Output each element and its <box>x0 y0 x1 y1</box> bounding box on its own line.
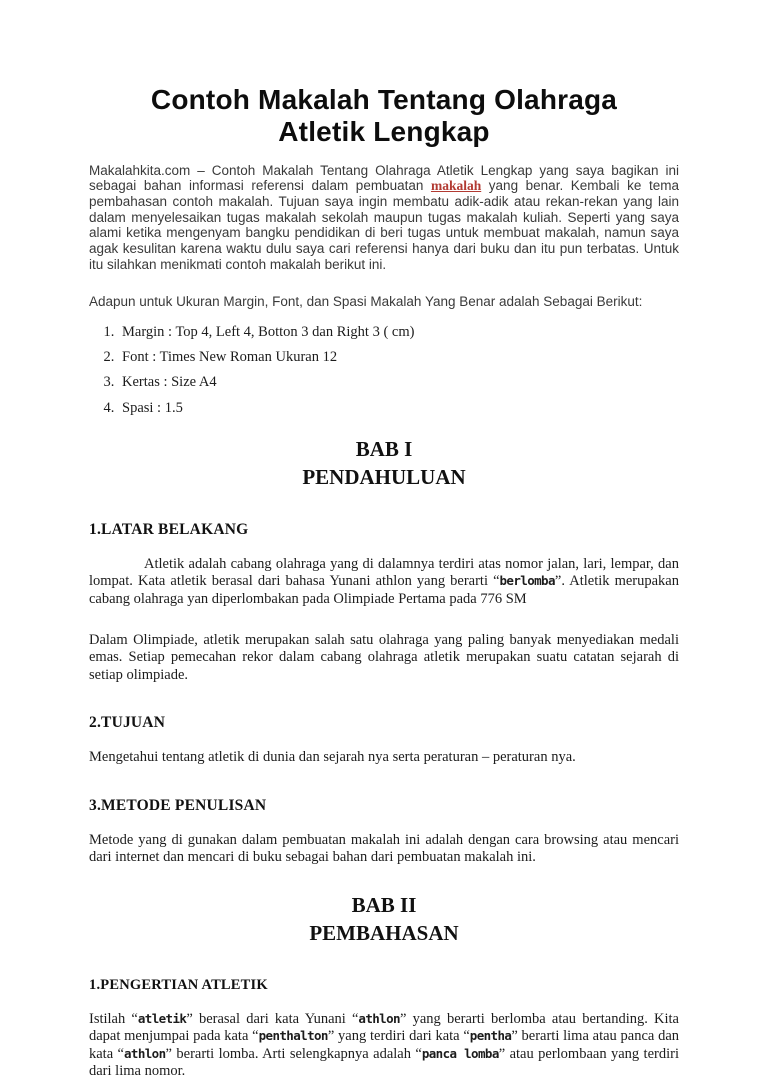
pengertian-mono-panca-lomba: panca lomba <box>421 1045 499 1061</box>
bab2-heading <box>89 892 679 947</box>
makalah-link[interactable]: makalah <box>430 178 482 194</box>
pengertian-seg4: ” yang terdiri dari kata “ <box>327 1028 470 1045</box>
document-title <box>89 84 679 148</box>
format-note-intro: Adapun untuk Ukuran Margin, Font, dan Spasi Makalah Yang Benar adalah Sebagai Berikut: <box>89 294 643 310</box>
metode-paragraph: Metode yang di gunakan dalam pembuatan makalah ini adalah dengan cara browsing atau mencari dari internet dan mencari di buku sebagai bahan dari pembuatan makalah ini. <box>89 831 679 865</box>
bab1-heading-line2: PENDAHULUAN <box>302 464 466 489</box>
document-title-line1: Contoh Makalah Tentang Olahraga <box>150 84 618 115</box>
latar-p1-seg2: ”. Atletik merupakan cabang olahraga yan diperlombakan pada Olimpiade Pertama pada 776 SM <box>89 573 679 607</box>
pengertian-mono-atletik: atletik <box>137 1010 187 1026</box>
pengertian-paragraph <box>89 1011 679 1081</box>
pengertian-seg7: ” atau perlombaan yang terdiri dari lima nomor. <box>89 1045 679 1080</box>
pengertian-seg5: ” berarti lima atau panca dan kata “ <box>89 1028 680 1062</box>
section-heading-tujuan: 2.TUJUAN <box>89 714 166 732</box>
latar-p1-mono-berlomba: berlomba <box>499 573 555 589</box>
pengertian-seg6: ” berarti lomba. Arti selengkapnya adalah “ <box>165 1045 422 1062</box>
document-title-line2: Atletik Lengkap <box>278 115 490 147</box>
pengertian-mono-athlon-2: athlon <box>123 1045 166 1061</box>
tujuan-paragraph: Mengetahui tentang atletik di dunia dan sejarah nya serta peraturan – peraturan nya. <box>89 749 576 766</box>
intro-paragraph <box>89 163 679 273</box>
bab2-heading-line2: PEMBAHASAN <box>309 920 459 945</box>
pengertian-mono-athlon-1: athlon <box>358 1010 400 1026</box>
section-heading-pengertian-atletik: 1.PENGERTIAN ATLETIK <box>89 976 268 993</box>
format-list-item-kertas: 3. Kertas : Size A4 <box>118 374 679 391</box>
section-heading-metode-penulisan: 3.METODE PENULISAN <box>89 796 267 814</box>
intro-text-post: yang benar. Kembali ke tema pembahasan contoh makalah. Tujuan saya ingin membatu adik-adik atau rekan-rekan yang lain dalam menyelesaikan tugas makalah sekolah maupun tugas makalah kuliah. Seperti yang saya alami ketika mengenyam bangku pendidikan di beri tugas untuk membuat makalah, namun saya agak kesulitan karena waktu dulu saya cari referensi hanya dari buku dan itu pun terbatas. Untuk itu silahkan menikmati contoh makalah berikut ini. <box>89 178 679 272</box>
format-list-item-font: 2. Font : Times New Roman Ukuran 12 <box>118 349 679 366</box>
pengertian-mono-pentha: pentha <box>469 1028 512 1044</box>
format-list-item-margin: 1. Margin : Top 4, Left 4, Botton 3 dan Right 3 ( cm) <box>118 324 679 341</box>
latar-paragraph-2: Dalam Olimpiade, atletik merupakan salah satu olahraga yang paling banyak menyediakan medali emas. Setiap pemecahan rekor dalam cabang olahraga atletik merupakan suatu catatan sejarah di setiap olimpiade. <box>89 632 679 683</box>
pengertian-seg2: ” berasal dari kata Yunani “ <box>186 1010 359 1027</box>
format-list-item-spasi: 4. Spasi : 1.5 <box>118 400 679 417</box>
pengertian-mono-penthalton: penthalton <box>258 1028 328 1044</box>
format-list <box>89 324 679 416</box>
latar-p1-seg1: Atletik adalah cabang olahraga yang di dalamnya terdiri atas nomor jalan, lari, lempar, dan lompat. Kata atletik berasal dari bahasa Yunani athlon yang berarti “ <box>89 555 679 590</box>
bab1-heading-line1: BAB I <box>355 437 413 462</box>
bab2-heading-line1: BAB II <box>351 893 417 918</box>
pengertian-seg3: ” yang berarti berlomba atau bertanding. Kita dapat menjumpai pada kata “ <box>89 1010 679 1045</box>
pengertian-seg1: Istilah “ <box>89 1010 138 1027</box>
section-heading-latar-belakang: 1.LATAR BELAKANG <box>89 520 249 538</box>
latar-paragraph-1 <box>89 556 679 608</box>
intro-text-pre: Makalahkita.com – Contoh Makalah Tentang Olahraga Atletik Lengkap yang saya bagikan ini sebagai bahan informasi referensi dalam pembuatan <box>89 162 679 194</box>
bab1-heading <box>89 436 679 491</box>
